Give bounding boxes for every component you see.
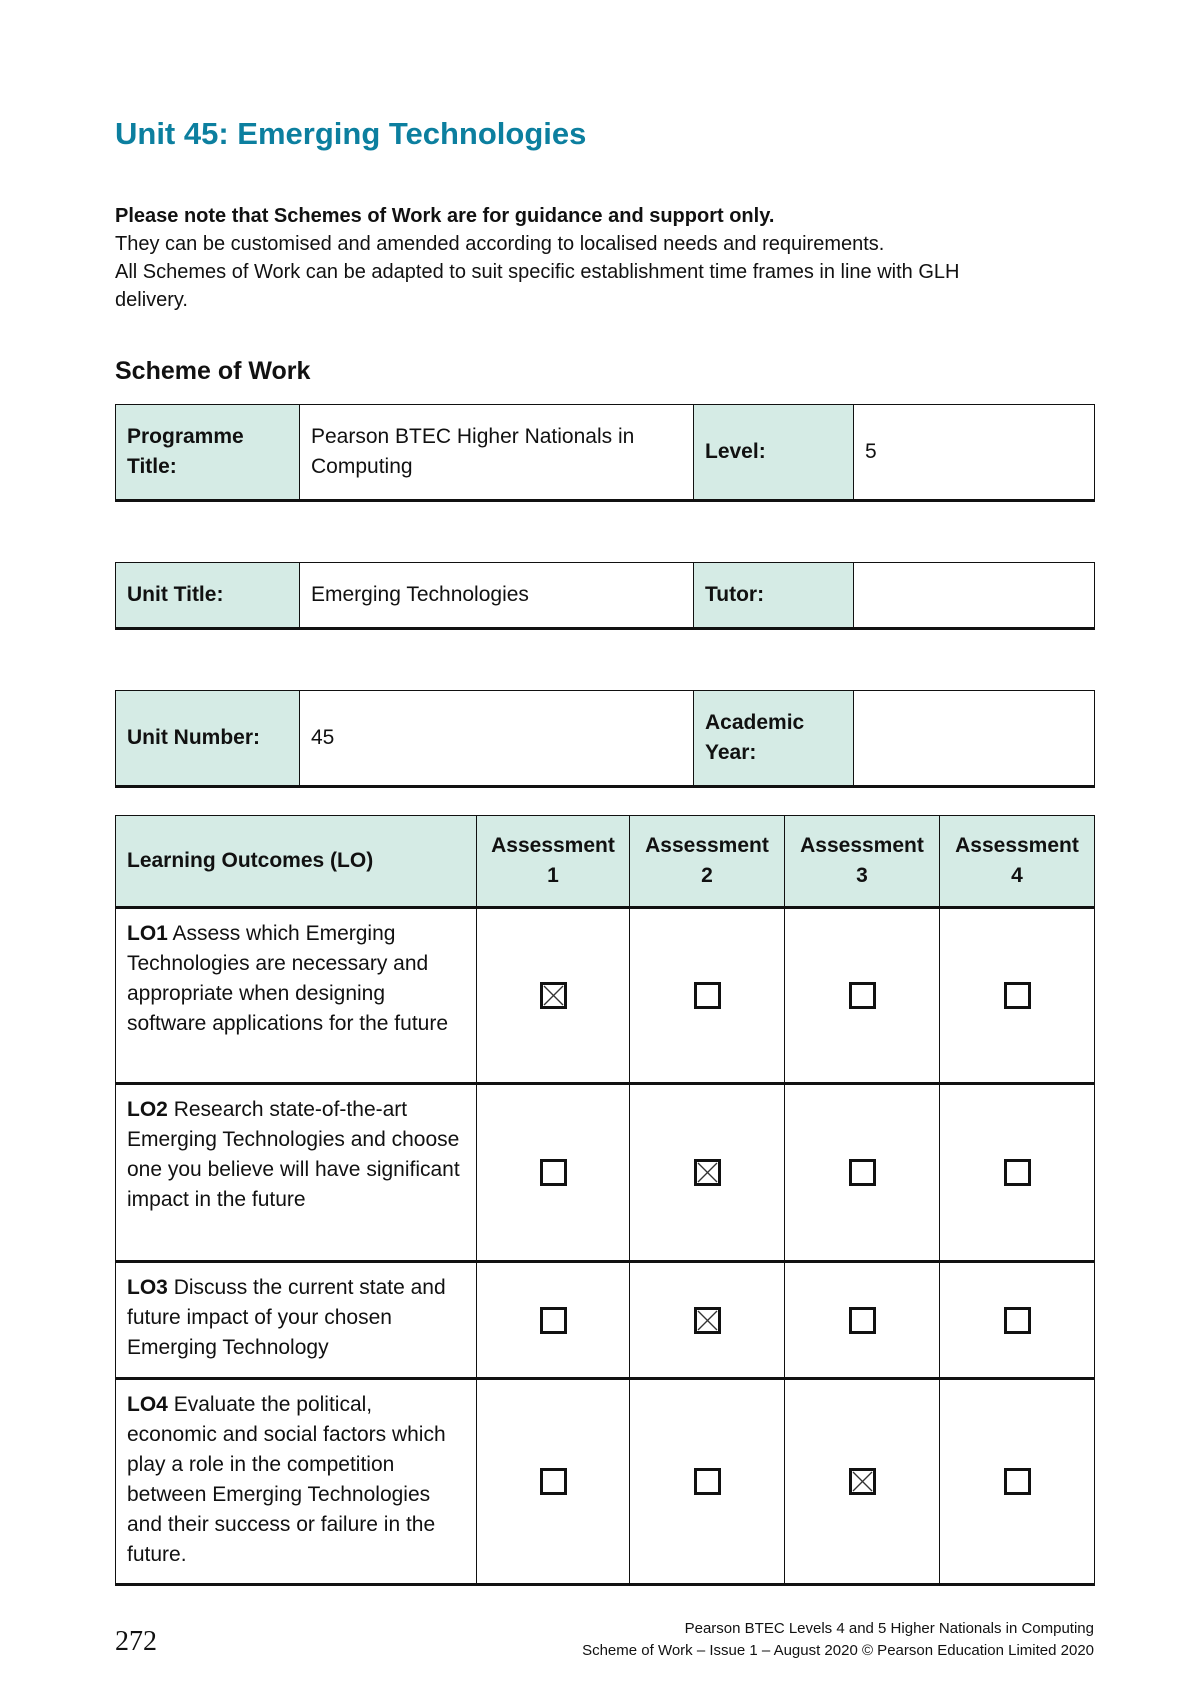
footer-line: Pearson BTEC Levels 4 and 5 Higher Nationals in Computing (684, 1620, 1094, 1637)
header-assessment-4: Assessment 4 (940, 816, 1095, 908)
academic-year-value (854, 691, 1095, 787)
table-row (116, 1084, 1095, 1262)
header-assessment-2: Assessment 2 (630, 816, 785, 908)
checked-checkbox[interactable] (694, 1159, 721, 1186)
checkbox[interactable] (540, 1468, 567, 1495)
cross-icon (543, 985, 564, 1006)
cross-icon (852, 1471, 873, 1492)
unit-title-value: Emerging Technologies (300, 563, 694, 629)
cross-icon (697, 1310, 718, 1331)
footer-line: Scheme of Work – Issue 1 – August 2020 © Pearson Education Limited 2020 (582, 1642, 1094, 1659)
checked-checkbox[interactable] (540, 982, 567, 1009)
checkbox[interactable] (1004, 982, 1031, 1009)
guidance-note-line: delivery. (115, 289, 188, 311)
learning-outcome-cell (116, 1084, 477, 1262)
tutor-value (854, 563, 1095, 629)
cross-icon (697, 1162, 718, 1183)
table-row (116, 908, 1095, 1084)
assessment-2-cell (630, 1379, 785, 1585)
checkbox[interactable] (694, 982, 721, 1009)
table-row (116, 1379, 1095, 1585)
lo-code: LO4 (127, 1393, 168, 1416)
assessment-1-cell (477, 1262, 630, 1379)
unit-number-label: Unit Number: (116, 691, 300, 787)
assessment-1-cell (477, 1379, 630, 1585)
checkbox[interactable] (849, 1307, 876, 1334)
checkbox[interactable] (849, 1159, 876, 1186)
checkbox[interactable] (694, 1468, 721, 1495)
checkbox[interactable] (1004, 1307, 1031, 1334)
lo-text: Discuss the current state and future impact of your chosen Emerging Technology (127, 1276, 446, 1359)
assessment-2-cell (630, 1084, 785, 1262)
level-label: Level: (694, 405, 854, 501)
programme-title-label: Programme Title: (116, 405, 300, 501)
assessment-2-cell (630, 1262, 785, 1379)
checkbox[interactable] (1004, 1159, 1031, 1186)
unit-number-value: 45 (300, 691, 694, 787)
assessment-1-cell (477, 908, 630, 1084)
guidance-note-line: All Schemes of Work can be adapted to suit specific establishment time frames in line with GLH (115, 261, 960, 283)
lo-code: LO3 (127, 1276, 168, 1299)
header-assessment-1: Assessment 1 (477, 816, 630, 908)
academic-year-label: Academic Year: (694, 691, 854, 787)
assessment-1-cell (477, 1084, 630, 1262)
learning-outcome-cell (116, 1262, 477, 1379)
assessment-3-cell (785, 1262, 940, 1379)
lo-text: Research state-of-the-art Emerging Technologies and choose one you believe will have significant impact in the future (127, 1098, 460, 1211)
checkbox[interactable] (1004, 1468, 1031, 1495)
assessment-4-cell (940, 908, 1095, 1084)
page-number: 272 (115, 1626, 157, 1657)
header-assessment-3: Assessment 3 (785, 816, 940, 908)
checkbox[interactable] (849, 982, 876, 1009)
programme-table (115, 404, 1095, 502)
header-learning-outcomes: Learning Outcomes (LO) (116, 816, 477, 908)
programme-title-value: Pearson BTEC Higher Nationals in Computing (300, 405, 694, 501)
lo-code: LO2 (127, 1098, 168, 1121)
checkbox[interactable] (540, 1307, 567, 1334)
level-value: 5 (854, 405, 1095, 501)
learning-outcomes-table (115, 815, 1095, 1586)
assessment-3-cell (785, 1084, 940, 1262)
unit-title-label: Unit Title: (116, 563, 300, 629)
learning-outcome-cell (116, 908, 477, 1084)
assessment-3-cell (785, 908, 940, 1084)
checkbox[interactable] (540, 1159, 567, 1186)
table-row (116, 1262, 1095, 1379)
page-title: Unit 45: Emerging Technologies (115, 116, 587, 151)
unit-number-table (115, 690, 1095, 788)
tutor-label: Tutor: (694, 563, 854, 629)
assessment-3-cell (785, 1379, 940, 1585)
learning-outcome-cell (116, 1379, 477, 1585)
guidance-note-line: They can be customised and amended according to localised needs and requirements. (115, 233, 885, 255)
lo-text: Evaluate the political, economic and social factors which play a role in the competition between Emerging Technologies and their success or failure in the future. (127, 1393, 446, 1566)
section-heading: Scheme of Work (115, 357, 311, 385)
assessment-4-cell (940, 1379, 1095, 1585)
lo-code: LO1 (127, 922, 168, 945)
guidance-note-bold: Please note that Schemes of Work are for guidance and support only. (115, 205, 775, 227)
unit-title-table (115, 562, 1095, 630)
checked-checkbox[interactable] (694, 1307, 721, 1334)
assessment-4-cell (940, 1262, 1095, 1379)
lo-text: Assess which Emerging Technologies are necessary and appropriate when designing software applications for the future (127, 922, 449, 1035)
assessment-4-cell (940, 1084, 1095, 1262)
checked-checkbox[interactable] (849, 1468, 876, 1495)
assessment-2-cell (630, 908, 785, 1084)
